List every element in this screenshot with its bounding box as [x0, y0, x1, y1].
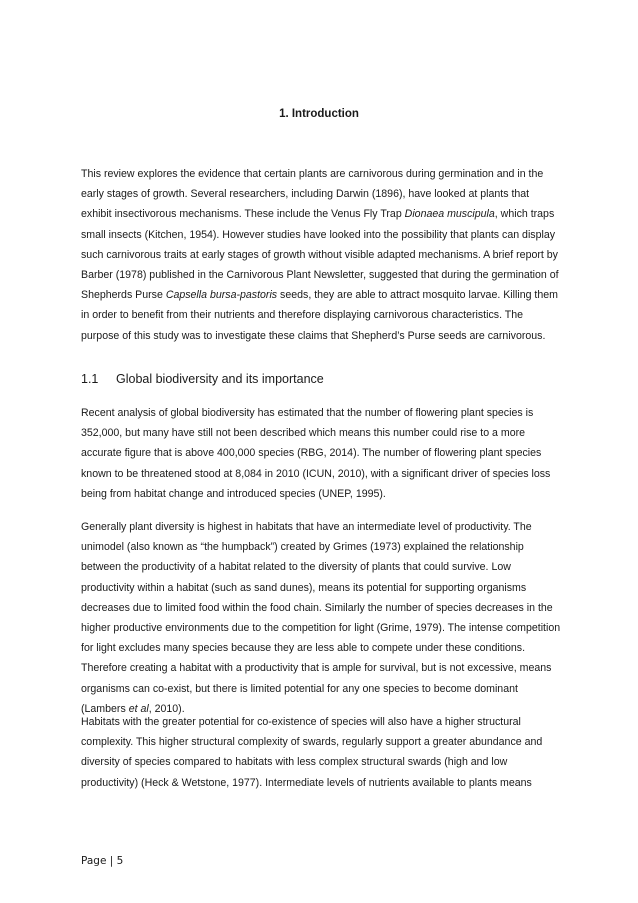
intro-text-3: seeds, they are able to attract mosquito larvae. Killing them in order to benefit from their nutrients and therefore displaying carnivorous characteristics. The purpose of this study was to investigate these claims that Shepherd’s Purse seeds are carnivorous. — [81, 289, 558, 342]
biodiversity-paragraph: Recent analysis of global biodiversity has estimated that the number of flowering plant species is 352,000, but many have still not been described which means this number could rise to a more accurate figure that is above 400,000 species (RBG, 2014). The number of flowering plant species known to be threatened stood at 8,084 in 2010 (ICUN, 2010), with a significant driver of species loss being from habitat change and introduced species (UNEP, 1995). — [81, 407, 551, 500]
page-title: 1. Introduction — [279, 108, 359, 120]
intro-text-1: This review explores the evidence that certain plants are carnivorous during germination and in the early stages of growth. Several researchers, including Darwin (1896), have looked at plants that exhibit insectivorous mechanisms. These include the Venus Fly Trap — [81, 168, 544, 221]
productivity-citation-etal: et al — [128, 702, 149, 715]
intro-paragraph — [81, 164, 561, 346]
intro-species-shepherds-purse: Capsella bursa-pastoris — [165, 289, 278, 302]
page-number-footer: Page | 5 — [81, 855, 124, 867]
section-title: Global biodiversity and its importance — [116, 372, 324, 386]
productivity-text-1: Generally plant diversity is highest in habitats that have an intermediate level of productivity. The unimodel (also known as “the humpback”) created by Grimes (1973) explained the relationship between the productivity of a habitat related to the diversity of plants that could survive. Low productivity within a habitat (such as sand dunes), means its potential for supporting organisms decreases due to limited food within the food chain. Similarly the number of species decreases in the higher productive environments due to the competition for light (Grime, 1979). The intense competition for light excludes many species because they are less able to compete under these conditions. Therefore creating a habitat with a productivity that is ample for survival, but is not excessive, means organisms can co-exist, but there is limited potential for any one species to become dominant (Lambers — [81, 521, 561, 715]
structural-complexity-paragraph: Habitats with the greater potential for co-existence of species will also have a higher structural complexity. This higher structural complexity of swards, regularly support a greater abundance and diversity of species compared to habitats with less complex structural swards (high and low productivity) (Heck & Wetstone, 1977). Intermediate levels of nutrients available to plants means — [81, 716, 543, 789]
section-number: 1.1 — [81, 372, 99, 386]
intro-text-2: , which traps small insects (Kitchen, 1954). However studies have looked into the possibility that plants can display such carnivorous traits at early stages of growth without visible adapted mechanisms. A brief report by Barber (1978) published in the Carnivorous Plant Newsletter, suggested that during the germination of Shepherds Purse — [81, 208, 559, 302]
productivity-text-2: , 2010). — [148, 702, 185, 715]
section-heading — [81, 370, 324, 388]
intro-species-venus-fly-trap: Dionaea muscipula — [404, 208, 495, 221]
productivity-paragraph — [81, 517, 561, 719]
